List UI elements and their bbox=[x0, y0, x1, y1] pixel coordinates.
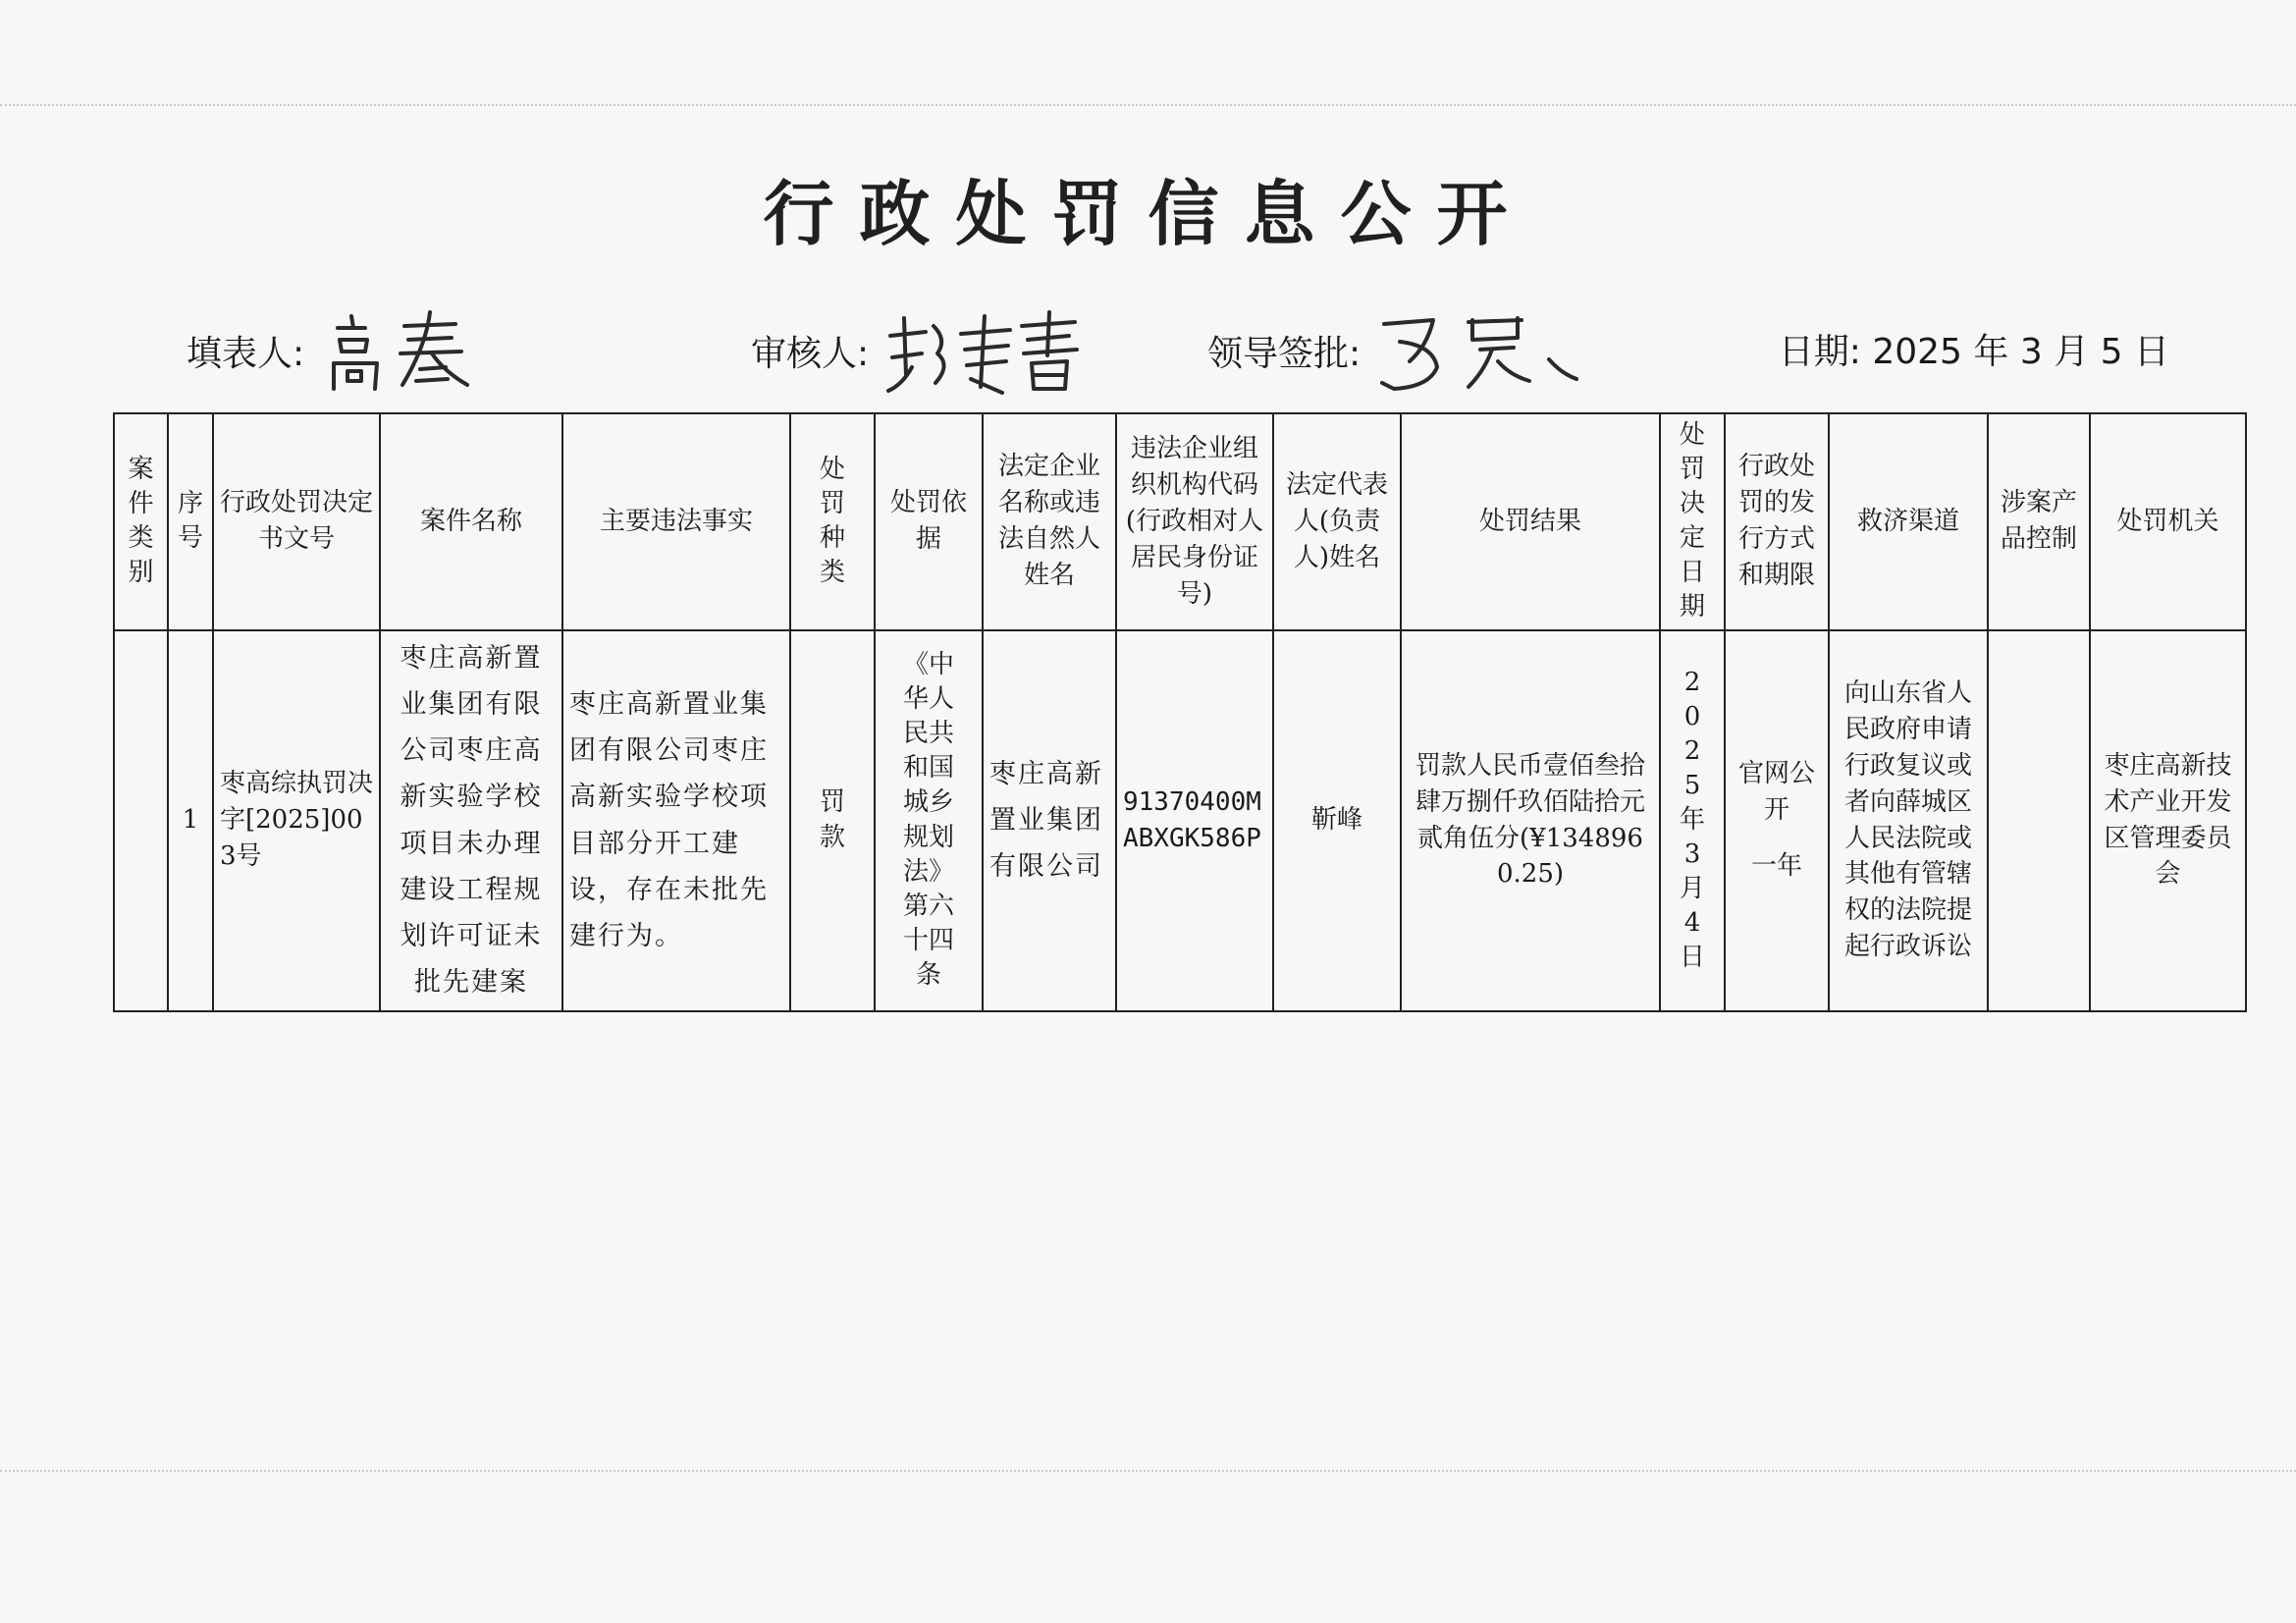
header-type: 处罚种类 bbox=[790, 413, 875, 630]
cell-result: 罚款人民币壹佰叁拾肆万捌仟玖佰陆拾元贰角伍分(¥1348960.25) bbox=[1401, 630, 1660, 1011]
cell-basis: 《中华人民共和国城乡规划法》第六十四条 bbox=[875, 630, 983, 1011]
leader-label: 领导签批: bbox=[1207, 333, 1362, 374]
cell-product bbox=[1988, 630, 2090, 1011]
cell-facts: 枣庄高新置业集团有限公司枣庄高新实验学校项目部分开工建设，存在未批先建行为。 bbox=[562, 630, 790, 1011]
reviewer-block bbox=[751, 306, 1089, 395]
header-publish: 行政处罚的发行方式和期限 bbox=[1725, 413, 1829, 630]
publish-method: 官网公开 bbox=[1737, 759, 1815, 826]
cell-case-name: 枣庄高新置业集团有限公司枣庄高新实验学校项目未办理建设工程规划许可证未批先建案 bbox=[380, 630, 562, 1011]
header-rep: 法定代表人(负责人)姓名 bbox=[1273, 413, 1401, 630]
reviewer-signature bbox=[882, 306, 1089, 395]
leader-signature bbox=[1374, 306, 1590, 395]
header-authority: 处罚机关 bbox=[2090, 413, 2246, 630]
header-category: 案件类别 bbox=[114, 413, 168, 630]
leader-block bbox=[1207, 306, 1590, 395]
header-product: 涉案产品控制 bbox=[1988, 413, 2090, 630]
reviewer-label: 审核人: bbox=[751, 333, 870, 374]
header-basis: 处罚依据 bbox=[875, 413, 983, 630]
header-date: 处罚决定日期 bbox=[1660, 413, 1725, 630]
table-row bbox=[114, 630, 2246, 1011]
cell-publish bbox=[1725, 630, 1829, 1011]
signature-row bbox=[187, 306, 2169, 395]
header-doc-no: 行政处罚决定书文号 bbox=[213, 413, 380, 630]
cell-seq: 1 bbox=[168, 630, 213, 1011]
cell-remedy: 向山东省人民政府申请行政复议或者向薛城区人民法院或其他有管辖权的法院提起行政诉讼 bbox=[1829, 630, 1988, 1011]
filler-signature bbox=[318, 306, 485, 395]
cell-entity: 枣庄高新置业集团有限公司 bbox=[983, 630, 1116, 1011]
cell-rep: 靳峰 bbox=[1273, 630, 1401, 1011]
header-seq: 序号 bbox=[168, 413, 213, 630]
publish-term: 一年 bbox=[1750, 851, 1802, 882]
cell-authority: 枣庄高新技术产业开发区管理委员会 bbox=[2090, 630, 2246, 1011]
date-block bbox=[1779, 324, 2169, 374]
header-result: 处罚结果 bbox=[1401, 413, 1660, 630]
header-case-name: 案件名称 bbox=[380, 413, 562, 630]
penalty-table bbox=[113, 412, 2247, 1012]
document-title: 行政处罚信息公开 bbox=[763, 173, 1533, 255]
cell-code: 91370400MABXGK586P bbox=[1116, 630, 1273, 1011]
header-code: 违法企业组织机构代码(行政相对人居民身份证号) bbox=[1116, 413, 1273, 630]
cell-doc-no: 枣高综执罚决字[2025]003号 bbox=[213, 630, 380, 1011]
date-value: 2025 年 3 月 5 日 bbox=[1872, 332, 2169, 372]
filler-label: 填表人: bbox=[187, 333, 305, 374]
header-entity: 法定企业名称或违法自然人姓名 bbox=[983, 413, 1116, 630]
header-facts: 主要违法事实 bbox=[562, 413, 790, 630]
cell-date: 2025年3月4日 bbox=[1660, 630, 1725, 1011]
cell-type: 罚款 bbox=[790, 630, 875, 1011]
filler-block bbox=[187, 306, 485, 395]
cell-category bbox=[114, 630, 168, 1011]
date-label: 日期: bbox=[1778, 332, 1861, 372]
table-header-row bbox=[114, 413, 2246, 630]
header-remedy: 救济渠道 bbox=[1829, 413, 1988, 630]
